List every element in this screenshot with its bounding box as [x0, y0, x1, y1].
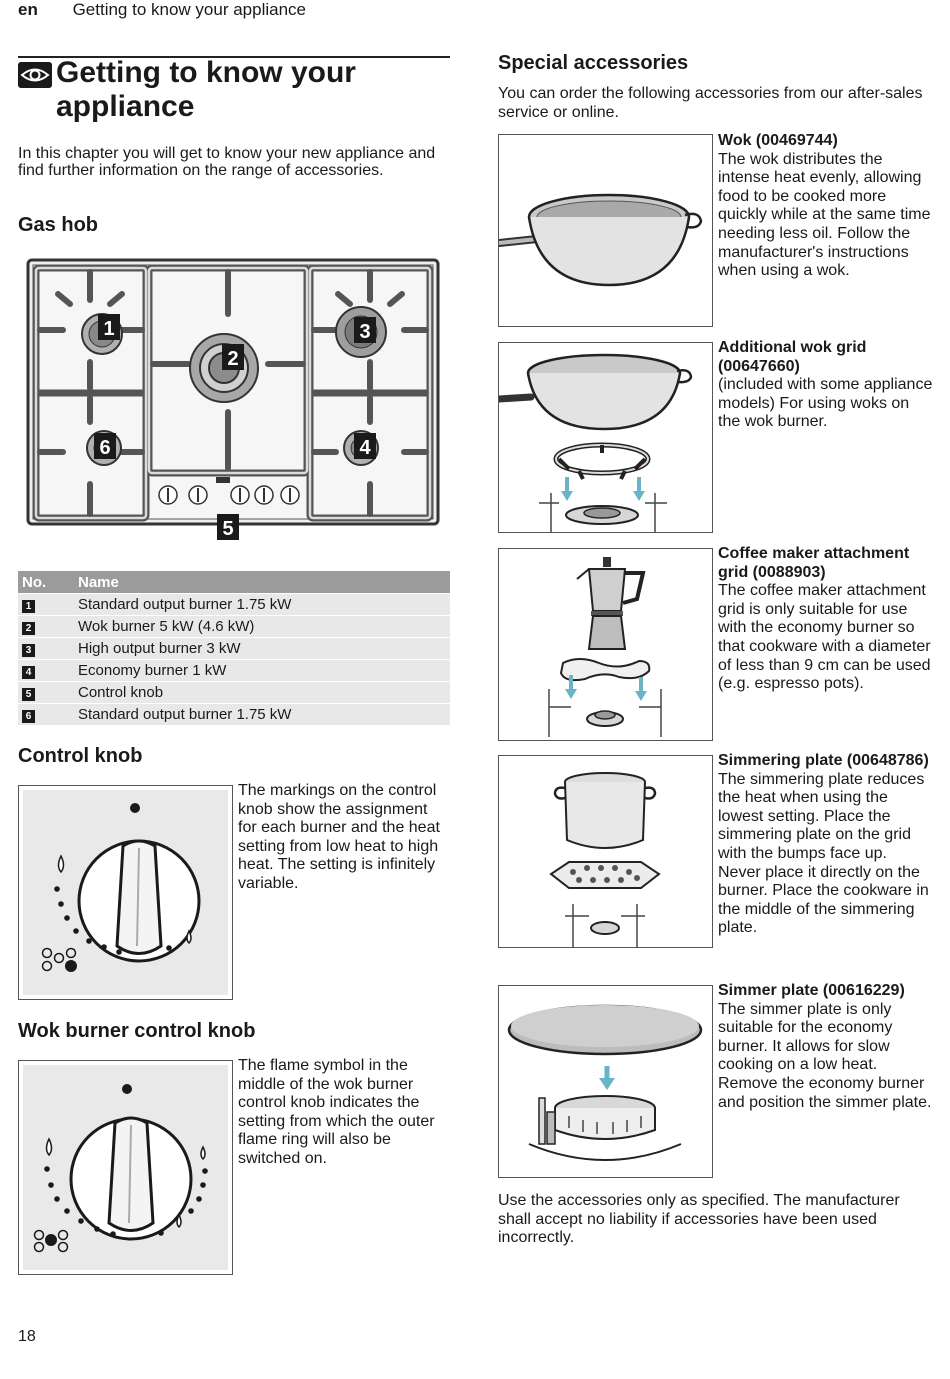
wok-text: The wok distributes the intense heat evenly, allowing food to be cooked more quickly while at the same time needing less oil. Follow the manufacturer's instructions when using a wok.	[718, 150, 931, 280]
wok-title: Wok (00469744)	[718, 132, 838, 149]
language-code: en	[18, 0, 38, 19]
simmer-plate-accessory	[718, 982, 933, 1112]
row-number-badge: 1	[22, 600, 35, 613]
wok-grid-accessory	[718, 339, 933, 432]
wok-knob-text: The flame symbol in the middle of the wok burner control knob indicates the setting from which the outer flame ring will also be switched on.	[238, 1057, 435, 1167]
table-row	[18, 615, 450, 637]
control-knob-illustration	[18, 785, 233, 1000]
hob-label-1: 1	[103, 318, 115, 340]
row-number-badge: 4	[22, 666, 35, 679]
simmering-plate-illustration	[498, 755, 713, 948]
row-name: Wok burner 5 kW (4.6 kW)	[78, 618, 255, 635]
simmering-plate-text: The simmering plate reduces the heat when using the lowest setting. Place the simmering plate on the grid with the bumps face up. Never place it directly on the burner. Place the cookware in the middle of the simmering plate.	[718, 770, 929, 937]
wok-accessory	[718, 132, 933, 281]
hob-label-3: 3	[359, 321, 371, 343]
hob-label-6: 6	[99, 437, 111, 459]
special-accessories-intro: You can order the following accessories from our after-sales service or online.	[498, 85, 923, 121]
special-accessories-heading: Special accessories	[498, 52, 689, 74]
coffee-grid-text: The coffee maker attachment grid is only suitable for use with the economy burner so that cookware with a diameter of less than 9 cm can be used (e.g. espresso pots).	[718, 582, 931, 693]
wok-knob-illustration	[18, 1060, 233, 1275]
table-row	[18, 681, 450, 703]
row-number-badge: 3	[22, 644, 35, 657]
coffee-grid-accessory	[718, 545, 933, 694]
simmer-plate-title: Simmer plate (00616229)	[718, 982, 905, 999]
control-knob-heading: Control knob	[18, 745, 143, 767]
accessories-footer-note: Use the accessories only as specified. The manufacturer shall accept no liability if accessories have been used incorrectly.	[498, 1192, 900, 1247]
row-name: Standard output burner 1.75 kW	[78, 596, 292, 613]
control-knob-text: The markings on the control knob show the assignment for each burner and the heat setting from low heat to high heat. The setting is infinitely variable.	[238, 782, 440, 892]
coffee-grid-title: Coffee maker attachment grid (0088903)	[718, 545, 910, 581]
wok-grid-illustration	[498, 342, 713, 533]
wok-grid-title: Additional wok grid (00647660)	[718, 339, 867, 375]
row-name: High output burner 3 kW	[78, 640, 241, 657]
table-row	[18, 703, 450, 725]
row-number-badge: 6	[22, 710, 35, 723]
simmer-plate-text: The simmer plate is only suitable for the economy burner. It allows for slow cooking on a low heat. Remove the economy burner and position the simmer plate.	[718, 1000, 932, 1111]
table-row	[18, 659, 450, 681]
simmering-plate-accessory	[718, 752, 933, 938]
row-number-badge: 2	[22, 622, 35, 635]
row-name: Standard output burner 1.75 kW	[78, 706, 292, 723]
gas-hob-illustration	[18, 252, 448, 544]
hob-label-4: 4	[359, 437, 371, 459]
gas-hob-heading: Gas hob	[18, 214, 99, 236]
col-name: Name	[78, 573, 119, 591]
page-number: 18	[18, 1328, 36, 1345]
row-name: Control knob	[78, 684, 164, 701]
wok-illustration	[498, 134, 713, 327]
row-name: Economy burner 1 kW	[78, 662, 227, 679]
running-header	[18, 0, 306, 20]
col-no: No.	[22, 573, 47, 591]
intro-paragraph: In this chapter you will get to know your new appliance and find further information on the range of accessories.	[18, 145, 436, 179]
simmering-plate-title: Simmering plate (00648786)	[718, 752, 929, 769]
page-title: Getting to know your appliance	[56, 56, 356, 123]
eye-icon	[18, 62, 52, 88]
chapter-name: Getting to know your appliance	[72, 0, 306, 19]
table-row	[18, 637, 450, 659]
row-number-badge: 5	[22, 688, 35, 701]
hob-label-5: 5	[222, 518, 234, 540]
table-row	[18, 593, 450, 615]
wok-knob-heading: Wok burner control knob	[18, 1020, 256, 1042]
coffee-grid-illustration	[498, 548, 713, 741]
table-header	[18, 571, 450, 593]
burner-table	[18, 571, 450, 725]
wok-grid-text: (included with some appliance models) For using woks on the wok burner.	[718, 376, 933, 431]
simmer-plate-illustration	[498, 985, 713, 1178]
hob-label-2: 2	[227, 348, 239, 370]
